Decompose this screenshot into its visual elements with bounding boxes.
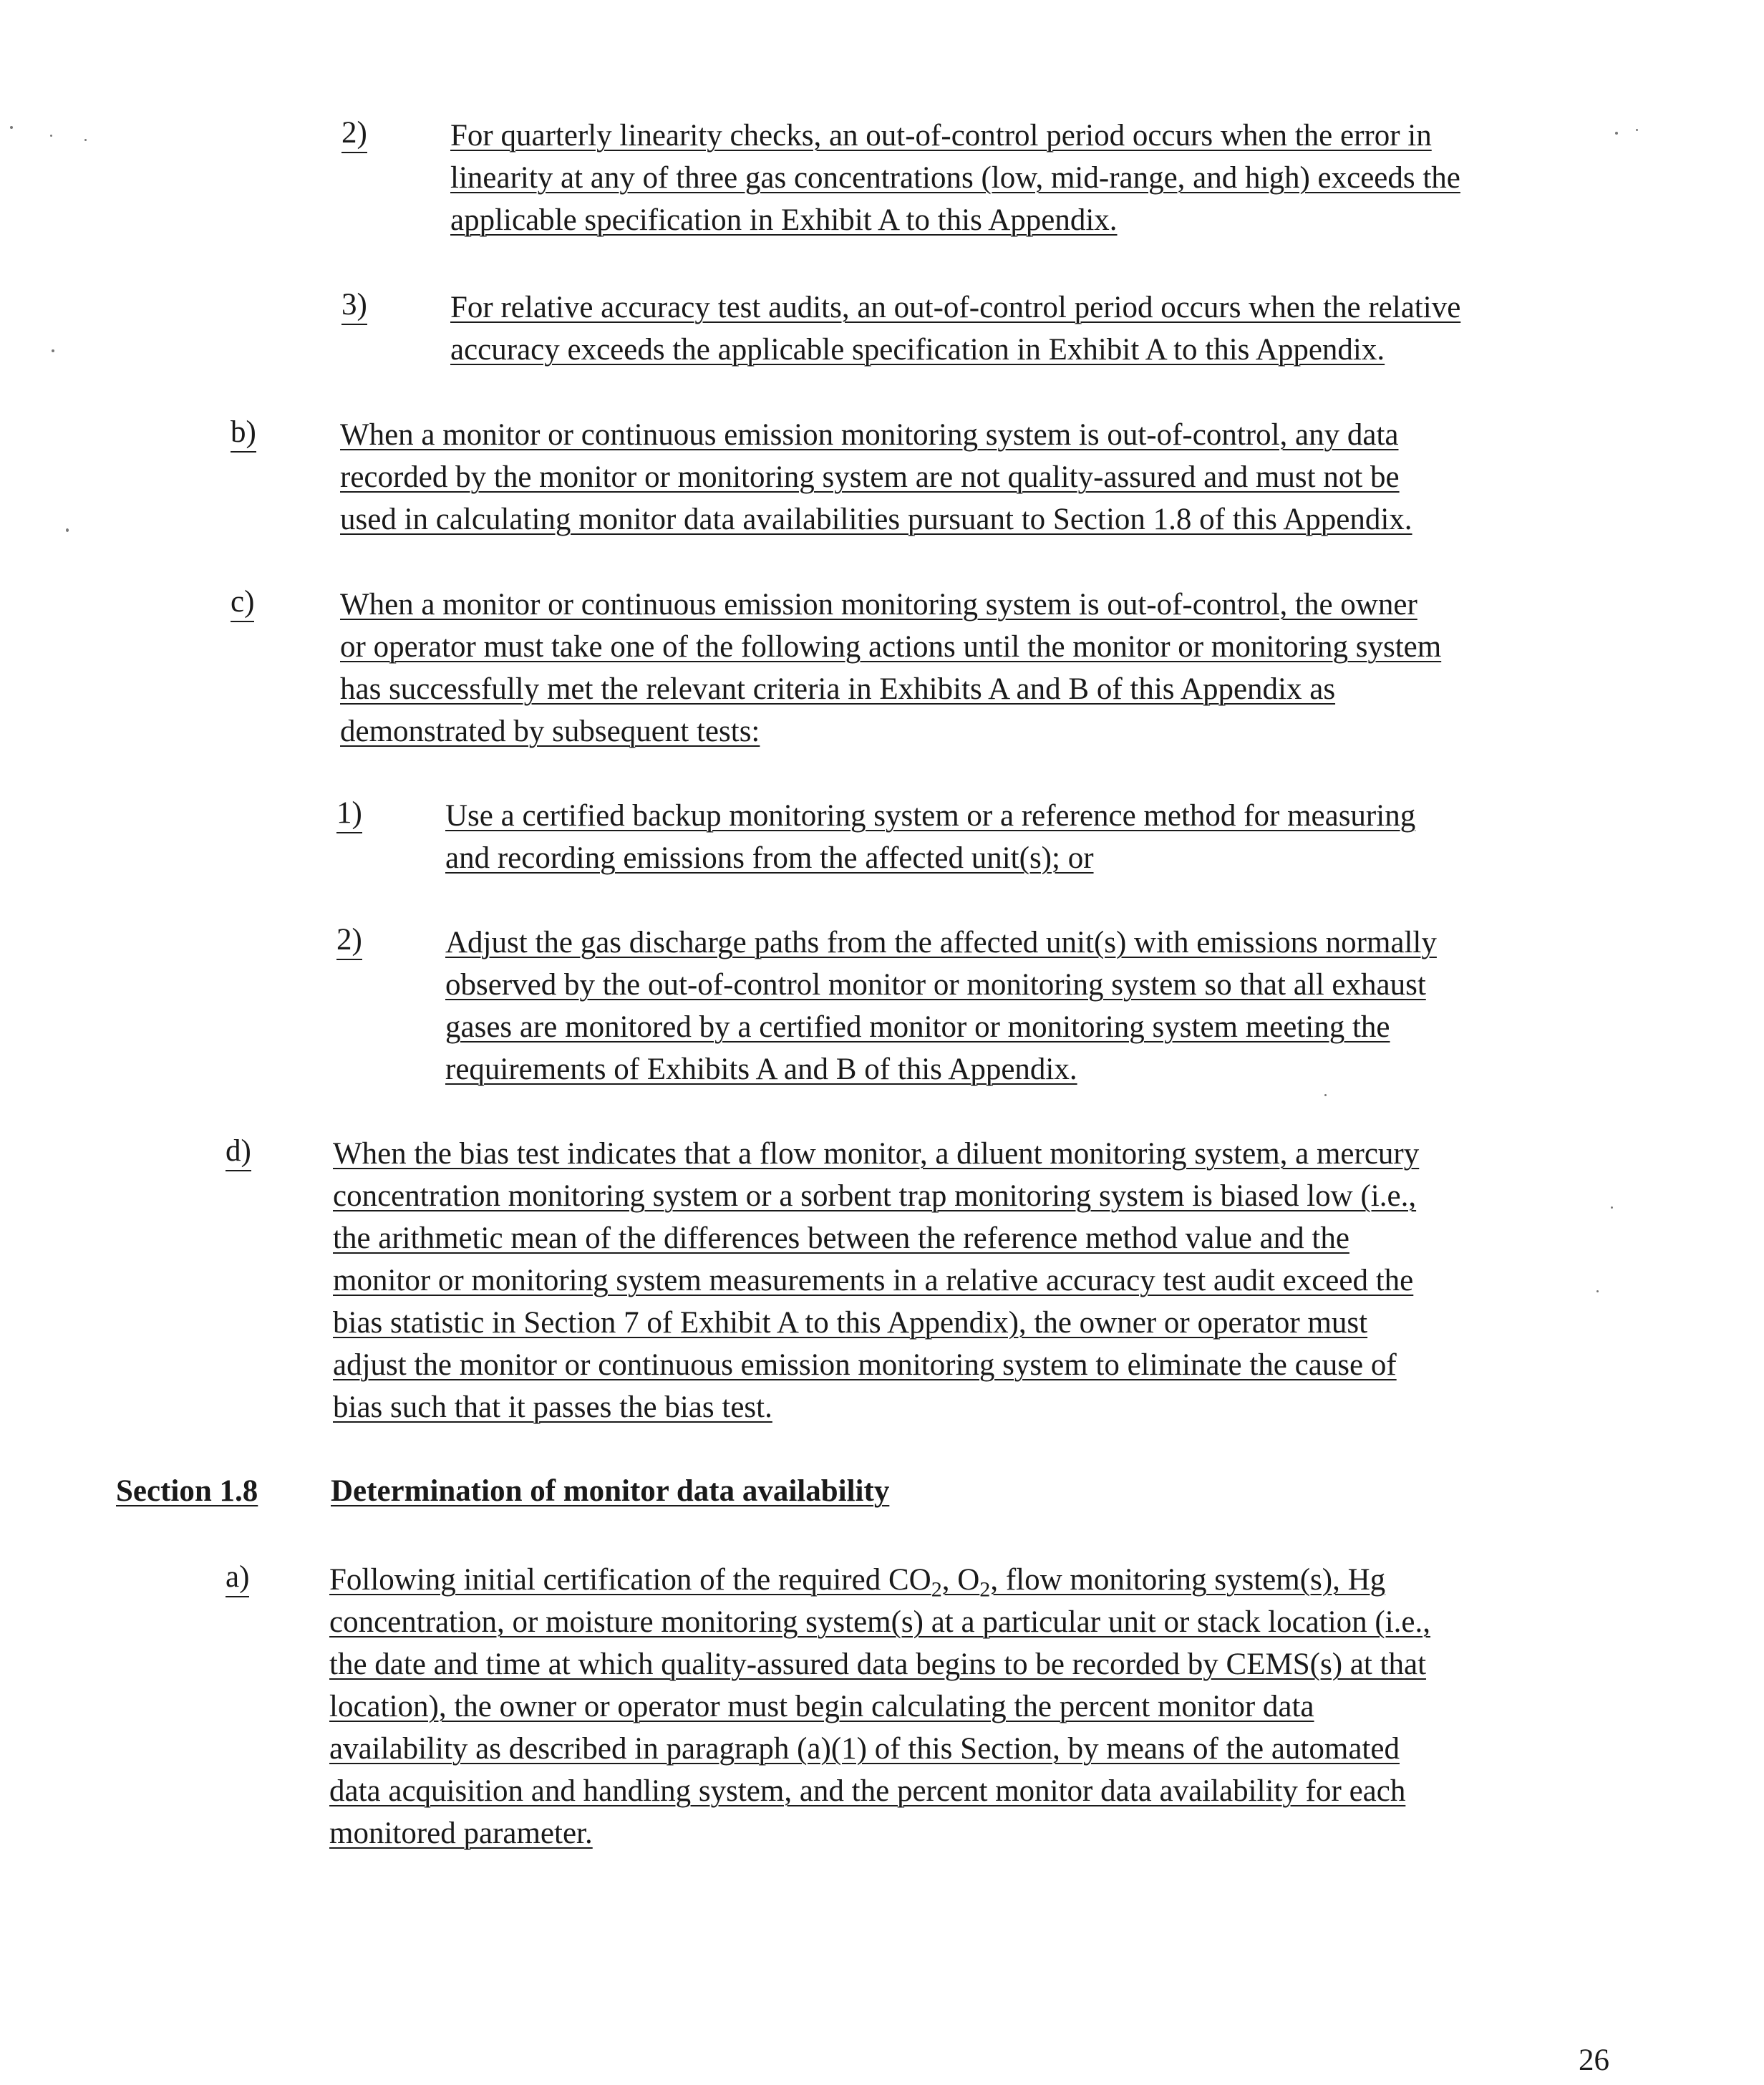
text-line: When a monitor or continuous emission monitoring system is out-of-control, the owner	[340, 588, 1418, 621]
text-line: location), the owner or operator must begin calculating the percent monitor data	[329, 1690, 1314, 1723]
text-line: For quarterly linearity checks, an out-of-control period occurs when the error in	[450, 119, 1432, 153]
item-number: b)	[231, 414, 256, 453]
item-number: c)	[231, 584, 254, 622]
item-number: 3)	[341, 286, 367, 325]
section-title: Determination of monitor data availability	[331, 1474, 890, 1508]
scan-speck	[1636, 129, 1638, 131]
text-line: recorded by the monitor or monitoring system are not quality-assured and must not be	[340, 460, 1400, 494]
text-line: concentration monitoring system or a sorbent trap monitoring system is biased low (i.e.,	[333, 1179, 1417, 1213]
text-line: adjust the monitor or continuous emission monitoring system to eliminate the cause of	[333, 1348, 1397, 1382]
text-line: applicable specification in Exhibit A to this Appendix.	[450, 203, 1118, 237]
scan-speck	[1324, 1094, 1327, 1096]
item-number: 2)	[341, 115, 367, 153]
text-line: Following initial certification of the required $CO_2$, $O_2$, flow monitoring system(s), Hg	[329, 1563, 1386, 1602]
text-line: linearity at any of three gas concentrations (low, mid-range, and high) exceeds the	[450, 161, 1460, 195]
text-line: For relative accuracy test audits, an out-of-control period occurs when the relative	[450, 291, 1461, 324]
text-line: the date and time at which quality-assured data begins to be recorded by CEMS(s) at that	[329, 1648, 1427, 1681]
text-line: concentration, or moisture monitoring system(s) at a particular unit or stack location (i.e.,	[329, 1605, 1431, 1639]
text-line: used in calculating monitor data availabilities pursuant to Section 1.8 of this Appendix.	[340, 503, 1412, 536]
text-line: data acquisition and handling system, and the percent monitor data availability for each	[329, 1774, 1406, 1808]
text-line: observed by the out-of-control monitor or monitoring system so that all exhaust	[445, 968, 1426, 1002]
scan-speck	[10, 126, 13, 129]
page-number: 26	[1579, 2043, 1609, 2077]
text-line: or operator must take one of the following actions until the monitor or monitoring system	[340, 630, 1442, 664]
item-number: 2)	[336, 921, 362, 960]
text-line: monitor or monitoring system measurements in a relative accuracy test audit exceed the	[333, 1264, 1414, 1297]
text-line: the arithmetic mean of the differences between the reference method value and the	[333, 1222, 1349, 1255]
text-line: accuracy exceeds the applicable specification in Exhibit A to this Appendix.	[450, 333, 1385, 367]
scan-speck	[1615, 132, 1618, 135]
text-line: Adjust the gas discharge paths from the affected unit(s) with emissions normally	[445, 926, 1437, 959]
item-number: 1)	[336, 795, 362, 833]
text-line: and recording emissions from the affected unit(s); or	[445, 841, 1094, 875]
scan-speck	[1596, 1290, 1599, 1292]
text-line: demonstrated by subsequent tests:	[340, 715, 760, 748]
text-line: When the bias test indicates that a flow monitor, a diluent monitoring system, a mercury	[333, 1137, 1420, 1171]
scan-speck	[84, 139, 87, 141]
text-line: availability as described in paragraph (a)(1) of this Section, by means of the automated	[329, 1732, 1400, 1766]
text-line: gases are monitored by a certified monitor or monitoring system meeting the	[445, 1010, 1390, 1044]
item-number: d)	[226, 1133, 251, 1171]
scan-speck	[50, 135, 52, 137]
text-line: requirements of Exhibits A and B of this Appendix.	[445, 1053, 1077, 1086]
section-label: Section 1.8	[116, 1474, 258, 1508]
text-line: Use a certified backup monitoring system or a reference method for measuring	[445, 799, 1416, 833]
scan-speck	[66, 528, 69, 532]
text-line: bias such that it passes the bias test.	[333, 1390, 772, 1424]
item-number: a)	[226, 1559, 249, 1597]
scan-speck	[52, 349, 54, 352]
text-line: bias statistic in Section 7 of Exhibit A to this Appendix), the owner or operator must	[333, 1306, 1368, 1340]
scan-speck	[1611, 1206, 1613, 1209]
text-line: has successfully met the relevant criteria in Exhibits A and B of this Appendix as	[340, 672, 1336, 706]
text-line: monitored parameter.	[329, 1816, 593, 1850]
text-line: When a monitor or continuous emission monitoring system is out-of-control, any data	[340, 418, 1399, 452]
